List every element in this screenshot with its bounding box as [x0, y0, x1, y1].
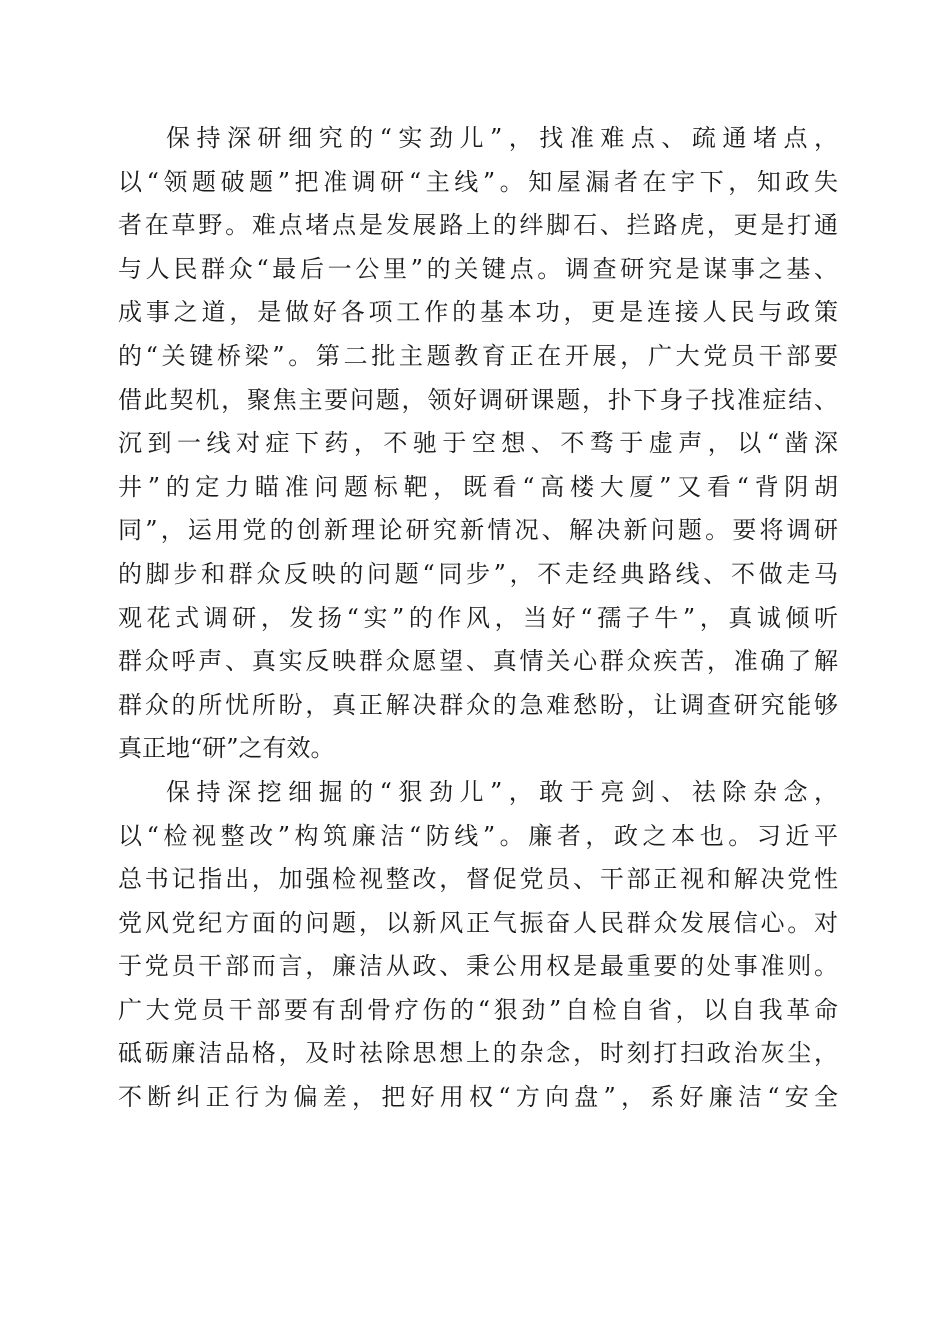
- paragraph-line: 砥砺廉洁品格，及时祛除思想上的杂念，时刻打扫政治灰尘，: [118, 1039, 838, 1068]
- paragraph-line: 与人民群众“最后一公里”的关键点。调查研究是谋事之基、: [118, 254, 838, 283]
- paragraph-line: 总书记指出，加强检视整改，督促党员、干部正视和解决党性: [118, 865, 838, 894]
- paragraph-line: 群众呼声、真实反映群众愿望、真情关心群众疾苦，准确了解: [118, 647, 838, 676]
- paragraph-line: 党风党纪方面的问题，以新风正气振奋人民群众发展信心。对: [118, 908, 838, 937]
- paragraph-line: 同”，运用党的创新理论研究新情况、解决新问题。要将调研: [118, 516, 838, 545]
- paragraph-line: 借此契机，聚焦主要问题，领好调研课题，扑下身子找准症结、: [118, 385, 838, 414]
- paragraph-line: 群众的所忧所盼，真正解决群众的急难愁盼，让调查研究能够: [118, 690, 838, 719]
- paragraph-line: 的脚步和群众反映的问题“同步”，不走经典路线、不做走马: [118, 559, 838, 588]
- paragraph-1: [118, 117, 838, 771]
- paragraph-line: 观花式调研，发扬“实”的作风，当好“孺子牛”，真诚倾听: [118, 603, 838, 632]
- paragraph-line: 的“关键桥梁”。第二批主题教育正在开展，广大党员干部要: [118, 341, 838, 370]
- body-text: [118, 117, 838, 1120]
- paragraph-2: [118, 771, 838, 1120]
- paragraph-line: 以“检视整改”构筑廉洁“防线”。廉者，政之本也。习近平: [118, 821, 838, 850]
- paragraph-line: 成事之道，是做好各项工作的基本功，更是连接人民与政策: [118, 298, 838, 327]
- paragraph-line: 沉到一线对症下药，不驰于空想、不骛于虚声，以“凿深: [118, 429, 838, 458]
- paragraph-line: 保持深挖细掘的“狠劲儿”，敢于亮剑、祛除杂念，: [166, 777, 838, 806]
- paragraph-line: 井”的定力瞄准问题标靶，既看“高楼大厦”又看“背阴胡: [118, 472, 838, 501]
- paragraph-line: 广大党员干部要有刮骨疗伤的“狠劲”自检自省，以自我革命: [118, 995, 838, 1024]
- paragraph-line: 真正地“研”之有效。: [118, 734, 335, 763]
- paragraph-line: 者在草野。难点堵点是发展路上的绊脚石、拦路虎，更是打通: [118, 211, 838, 240]
- paragraph-line: 以“领题破题”把准调研“主线”。知屋漏者在宇下，知政失: [118, 167, 838, 196]
- paragraph-line: 保持深研细究的“实劲儿”，找准难点、疏通堵点，: [166, 124, 838, 152]
- paragraph-line: 于党员干部而言，廉洁从政、秉公用权是最重要的处事准则。: [118, 952, 838, 981]
- paragraph-line: 不断纠正行为偏差，把好用权“方向盘”，系好廉洁“安全: [118, 1083, 838, 1112]
